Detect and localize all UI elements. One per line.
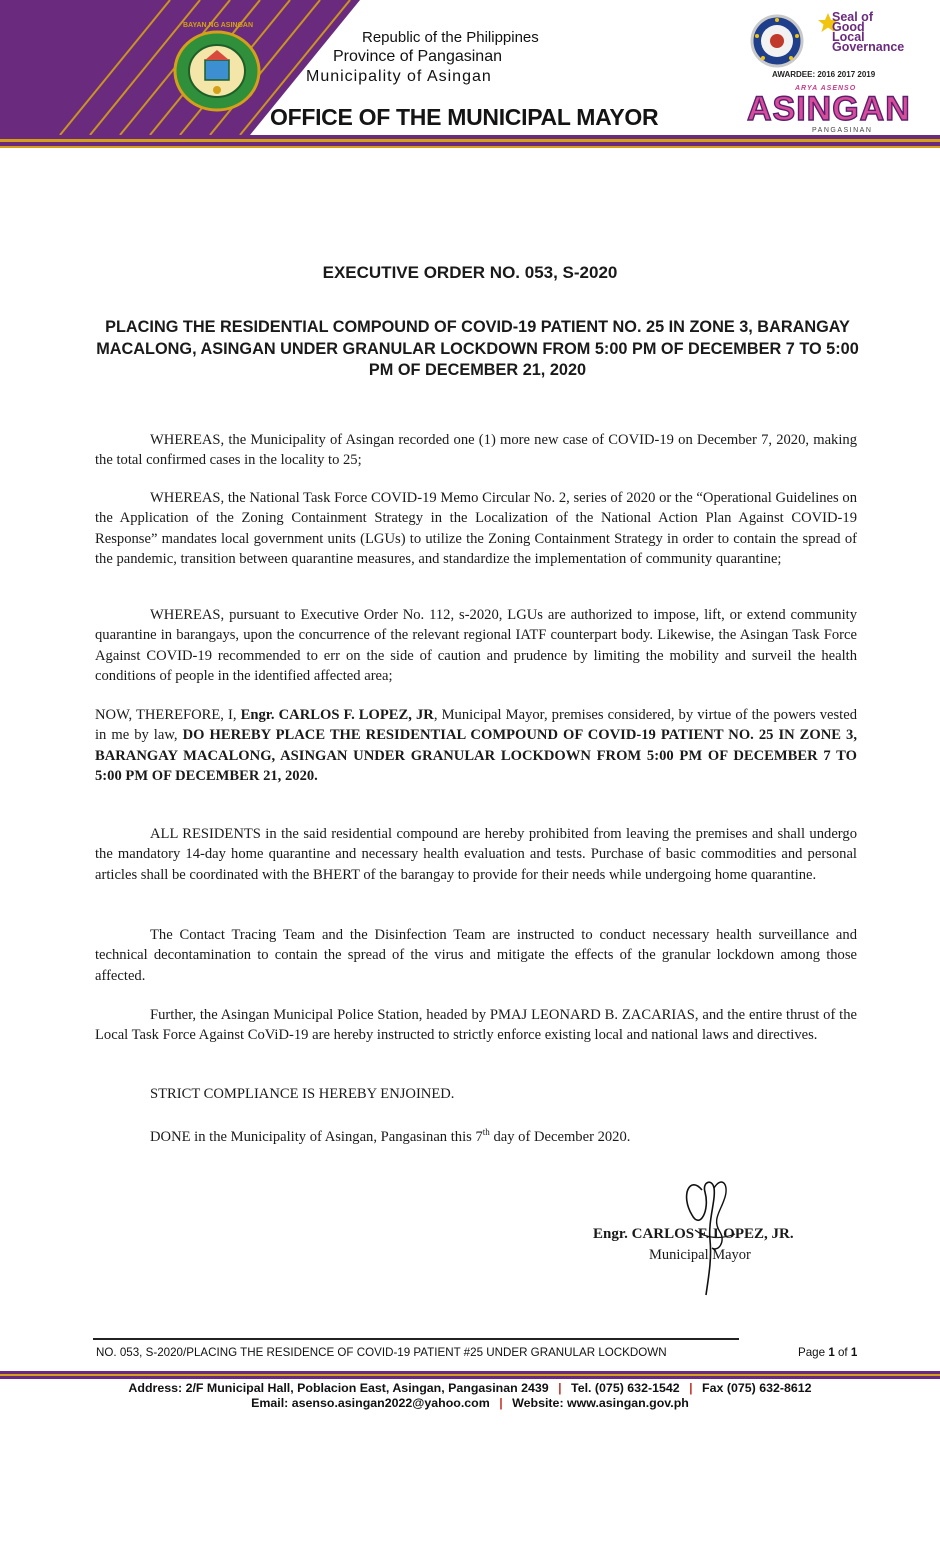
mayor-name: Engr. CARLOS F. LOPEZ, JR (240, 707, 434, 723)
brand-logo: ASINGAN (747, 90, 911, 128)
order-subject: PLACING THE RESIDENTIAL COMPOUND OF COVID-19 PATIENT NO. 25 IN ZONE 3, BARANGAY MACALONG, ASINGAN UNDER GRANULAR LOCKDOWN FROM 5:00 PM OF DECEMBER 7 TO 5:00 PM OF DECEMBER 21, 2020 (96, 318, 859, 379)
seal-good-governance (832, 12, 932, 52)
fax: Fax (075) 632-8612 (702, 1381, 812, 1395)
done-date (95, 1122, 857, 1147)
executive-order-title: EXECUTIVE ORDER NO. 053, S-2020 (322, 263, 618, 282)
separator: | (558, 1381, 562, 1395)
page-number (798, 1346, 857, 1359)
done-prefix: DONE in the Municipality of Asingan, Pangasinan this 7 (150, 1128, 483, 1145)
whereas-cases: WHEREAS, the Municipality of Asingan recorded one (1) more new case of COVID-19 on December 7, 2020, making the total confirmed cases in the locality to 25; (95, 432, 857, 469)
police-directive: Further, the Asingan Municipal Police Station, headed by PMAJ LEONARD B. ZACARIAS, and the entire thrust of the Local Task Force Against CoViD-19 are hereby instructed to strictly enforce existing local and national laws and directives. (95, 1007, 857, 1044)
residents-directive: ALL RESIDENTS in the said residential compound are hereby prohibited from leaving the premises and shall undergo the mandatory 14-day home quarantine and necessary health evaluation and tests. Purchase of basic commodities and personal articles shall be coordinated with the BHERT of the barangay to provide for their needs while undergoing home quarantine. (95, 826, 857, 883)
page-of: of (834, 1346, 851, 1359)
order-clause: DO HEREBY PLACE THE RESIDENTIAL COMPOUND OF COVID-19 PATIENT NO. 25 IN ZONE 3, BARANGAY MACALONG, ASINGAN UNDER GRANULAR LOCKDOWN FROM 5:00 PM OF DECEMBER 7 TO 5:00 PM OF DECEMBER 21, 2020. (95, 727, 858, 784)
signatory-name: Engr. CARLOS F. LOPEZ, JR. (593, 1226, 794, 1242)
done-ordinal: th (482, 1127, 490, 1137)
footer-address-line (0, 1381, 940, 1395)
footer-reference: NO. 053, S-2020/PLACING THE RESIDENCE OF COVID-19 PATIENT #25 UNDER GRANULAR LOCKDOWN (96, 1346, 667, 1359)
whereas-eo112: WHEREAS, pursuant to Executive Order No. 112, s-2020, LGUs are authorized to impose, lift, or extend community quarantine in barangays, upon the concurrence of the relevant regional IATF counterpart body. Likewise, the Asingan Task Force Against COVID-19 recommended to err on the side of caution and prudence by limiting the mobility and surveil the health conditions of people in the identified affected area; (95, 607, 857, 684)
separator: | (689, 1381, 693, 1395)
seal-word: Governance (832, 40, 905, 54)
header-province: Province of Pangasinan (333, 48, 502, 65)
strict-compliance: STRICT COMPLIANCE IS HEREBY ENJOINED. (150, 1086, 455, 1102)
signatory-title: Municipal Mayor (649, 1247, 751, 1263)
office-title: OFFICE OF THE MUNICIPAL MAYOR (270, 104, 659, 130)
separator: | (499, 1396, 503, 1410)
now-prefix: NOW, THEREFORE, I, (95, 707, 241, 723)
emblem-icon (745, 14, 809, 68)
page-label: Page (798, 1346, 829, 1359)
whereas-ntf-memo: WHEREAS, the National Task Force COVID-19 Memo Circular No. 2, series of 2020 or the “Operational Guidelines on the Application of the Zoning Containment Strategy in the Localization of the National Action Plan Against COVID-19 Response” mandates local government units (LGUs) to utilize the Zoning Containment Strategy in order to contain the spread of the pandemic, transition between quarantine measures, and standardize the implementation of community quarantine; (95, 490, 857, 567)
header-municipality: Municipality of Asingan (306, 68, 492, 85)
address: Address: 2/F Municipal Hall, Poblacion East, Asingan, Pangasinan 2439 (128, 1381, 549, 1395)
website: Website: www.asingan.gov.ph (512, 1396, 689, 1410)
footer-band (0, 1371, 940, 1380)
now-therefore (95, 705, 857, 786)
seal-word: Good (832, 20, 865, 34)
teams-directive: The Contact Tracing Team and the Disinfection Team are instructed to conduct necessary health surveillance and technical decontamination to contain the spread of the virus and mitigate the effects of the granular lockdown among those affected. (95, 927, 857, 984)
page-current: 1 (828, 1346, 835, 1359)
seal-word: Local (832, 30, 865, 44)
seal-icon (172, 30, 262, 112)
footer-rule (93, 1338, 739, 1340)
awardee-text: AWARDEE: 2016 2017 2019 (772, 70, 876, 79)
now-middle: , Municipal Mayor, premises considered, by virtue of the powers vested in me by law, (95, 707, 857, 744)
footer-contact-line (0, 1396, 940, 1410)
tagline: ARYA ASENSO (795, 85, 857, 92)
brand-sub: PANGASINAN (812, 127, 873, 134)
telephone: Tel. (075) 632-1542 (571, 1381, 680, 1395)
done-suffix: day of December 2020. (489, 1128, 631, 1145)
header-republic: Republic of the Philippines (362, 29, 539, 46)
seal-word: Seal of (832, 10, 873, 24)
email: Email: asenso.asingan2022@yahoo.com (251, 1396, 490, 1410)
seal-ring-text: BAYAN NG ASINGAN (182, 22, 253, 29)
page-total: 1 (850, 1346, 858, 1359)
